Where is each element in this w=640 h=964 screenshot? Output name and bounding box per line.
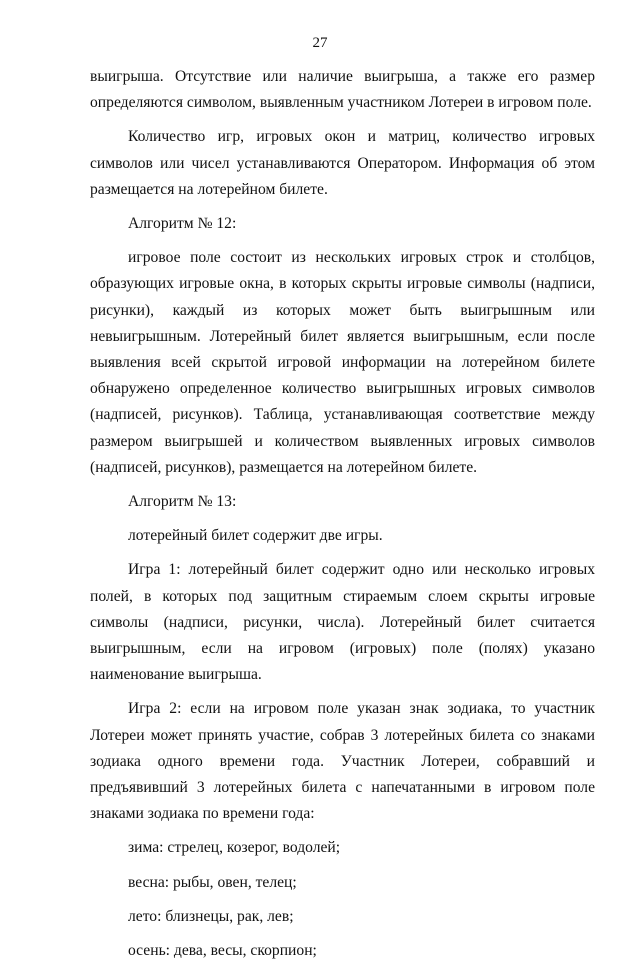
page-number: 27 — [312, 35, 328, 51]
paragraph-game-2: Игра 2: если на игровом поле указан знак зодиака, то участник Лотереи может принять участие, собрав 3 лотерейных билета со знаками зодиака одного времени года. Участник Лотереи, собравший и предъявивший 3 лотерейных билета с напечатанными в игровом поле знаками зодиака по времени года: — [90, 700, 595, 823]
season-item-spring: весна: рыбы, овен, телец; — [128, 873, 297, 891]
paragraph-game-1: Игра 1: лотерейный билет содержит одно или несколько игровых полей, в которых под защитным стираемым слоем скрыты игровые символы (надписи, рисунки, числа). Лотерейный билет считается выигрышным, если на игровом (игровых) поле (полях) указано наименование выигрыша. — [90, 561, 595, 684]
heading-algorithm-13: Алгоритм № 13: — [128, 493, 237, 511]
paragraph-two-games: лотерейный билет содержит две игры. — [128, 527, 383, 545]
paragraph-winning-determination: выигрыша. Отсутствие или наличие выигрыша, а также его размер определяются символом, выявленным участником Лотереи в игровом поле. — [90, 68, 595, 112]
document-body — [90, 64, 595, 964]
paragraph-algorithm-12: игровое поле состоит из нескольких игровых строк и столбцов, образующих игровые окна, в которых скрыты игровые символы (надписи, рисунки), каждый из которых может быть выигрышным или невыигрышным. Лотерейный билет является выигрышным, если после выявления всей скрытой игровой информации на лотерейном билете обнаружено определенное количество выигрышных игровых символов (надписей, рисунков). Таблица, устанавливающая соответствие между размером выигрышей и количеством выявленных игровых символов (надписей, рисунков), размещается на лотерейном билете. — [90, 249, 595, 476]
paragraph-game-count: Количество игр, игровых окон и матриц, количество игровых символов или чисел устанавливаются Оператором. Информация об этом размещается на лотерейном билете. — [90, 128, 595, 198]
season-item-autumn: осень: дева, весы, скорпион; — [128, 942, 317, 960]
season-item-summer: лето: близнецы, рак, лев; — [128, 907, 294, 925]
season-item-winter: зима: стрелец, козерог, водолей; — [128, 839, 341, 857]
heading-algorithm-12: Алгоритм № 12: — [128, 215, 237, 233]
